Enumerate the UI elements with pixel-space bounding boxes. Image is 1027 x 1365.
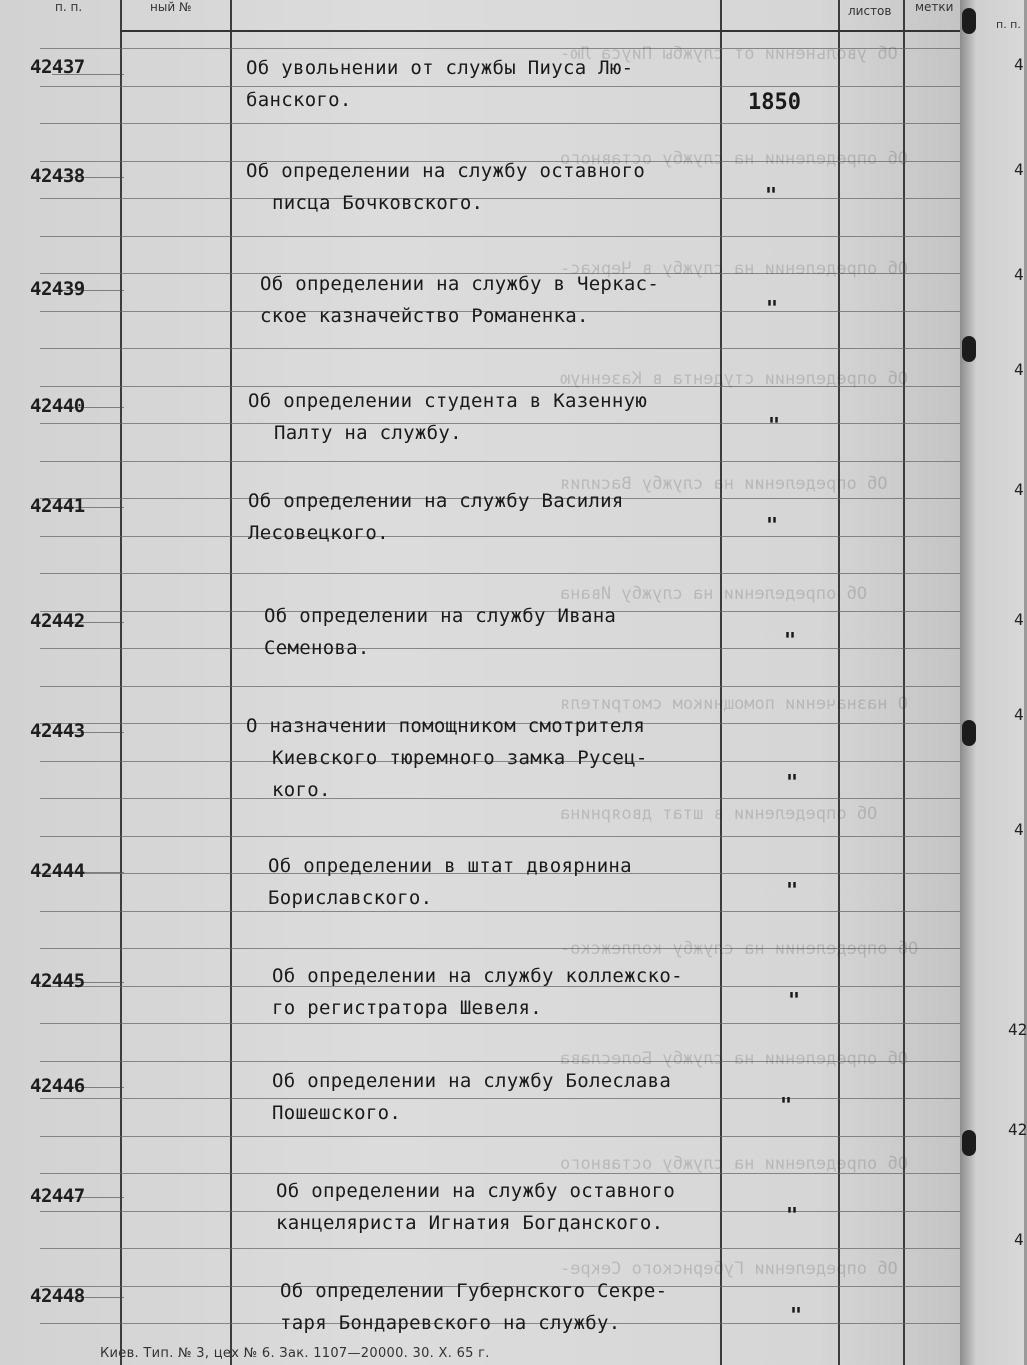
- entry-title-line: Палту на службу.: [274, 422, 462, 444]
- ditto-mark: ": [766, 513, 779, 537]
- ditto-mark: ": [788, 988, 801, 1012]
- entry-number: 42447: [30, 1185, 85, 1207]
- entry-title-line: Об увольнении от службы Пиуса Лю-: [246, 57, 634, 79]
- entry-number: 42443: [30, 720, 85, 742]
- binding-hole: [962, 336, 976, 362]
- ditto-mark: ": [790, 1303, 803, 1327]
- entry-title-line: Об определении в штат двоярнина: [268, 855, 632, 877]
- ghost-text: Об определении на службу Болеслава: [560, 1049, 908, 1069]
- ruled-line: [40, 198, 960, 199]
- entry-title-line: Об определении на службу Василия: [248, 490, 624, 512]
- ditto-mark: ": [786, 1203, 799, 1227]
- ghost-text: Об определении Губернского Секре-: [560, 1259, 898, 1279]
- edge-entry-number: 4: [1014, 705, 1024, 724]
- entry-number: 42445: [30, 970, 85, 992]
- header-archive-label: ный №: [150, 0, 192, 14]
- ditto-mark: ": [780, 1093, 793, 1117]
- edge-entry-number: 4: [1014, 1230, 1024, 1249]
- edge-entry-number: 4: [1014, 265, 1024, 284]
- entry-title-line: Об определении на службу оставного: [246, 160, 646, 182]
- ghost-text: О назначении помощником смотрителя: [560, 694, 908, 714]
- column-divider: [230, 0, 232, 1365]
- ruled-line: [40, 1098, 960, 1099]
- entry-title-line: Бориславского.: [268, 887, 433, 909]
- header-rule: [120, 30, 960, 32]
- header-number-label: п. п.: [55, 0, 83, 14]
- ghost-text: Об определении на службу коллежско-: [560, 939, 919, 959]
- ghost-text: Об определении на службу оставного: [560, 149, 908, 169]
- entry-title-line: Семенова.: [264, 637, 370, 659]
- entry-title-line: таря Бондаревского на службу.: [280, 1312, 621, 1334]
- edge-entry-number: 42: [1008, 1120, 1027, 1139]
- entry-title-line: Об определении на службу Болеслава: [272, 1070, 672, 1092]
- entry-title-line: Об определении на службу Ивана: [264, 605, 617, 627]
- ruled-line: [40, 423, 960, 424]
- ghost-text: Об определении на службу Василия: [560, 474, 888, 494]
- year-value: 1850: [748, 90, 801, 115]
- entry-number: 42446: [30, 1075, 85, 1097]
- entry-number: 42440: [30, 395, 85, 417]
- ghost-text: Об определении студента в Казенную: [560, 369, 908, 389]
- binding-hole: [962, 1130, 976, 1156]
- binding-hole: [962, 720, 976, 746]
- ruled-line: [40, 86, 960, 87]
- entry-number: 42439: [30, 278, 85, 300]
- edge-entry-number: 42: [1008, 1020, 1027, 1039]
- edge-entry-number: 4: [1014, 820, 1024, 839]
- edge-entry-number: 4: [1014, 55, 1024, 74]
- entry-title-line: банского.: [246, 89, 352, 111]
- ruled-line: [40, 348, 960, 349]
- entry-title-line: Киевского тюремного замка Русец-: [272, 747, 648, 769]
- entry-title-line: Об определении студента в Казенную: [248, 390, 648, 412]
- ditto-mark: ": [765, 183, 778, 207]
- edge-entry-number: 4: [1014, 610, 1024, 629]
- entry-number: 42441: [30, 495, 85, 517]
- edge-entry-number: 4: [1014, 480, 1024, 499]
- entry-title-line: Об определении Губернского Секре-: [280, 1280, 668, 1302]
- entry-title-line: писца Бочковского.: [272, 192, 484, 214]
- header-notes-label: метки: [915, 0, 954, 14]
- entry-title-line: Об определении на службу коллежско-: [272, 965, 683, 987]
- header-sheets-label: листов: [848, 4, 892, 18]
- entry-title-line: ское казначейство Романенка.: [260, 305, 589, 327]
- edge-entry-number: 4: [1014, 360, 1024, 379]
- entry-title-line: Лесовецкого.: [248, 522, 389, 544]
- entry-title-line: Об определении на службу в Черкас-: [260, 273, 660, 295]
- entry-number: 42437: [30, 56, 85, 78]
- ruled-line: [40, 836, 960, 837]
- entry-number: 42438: [30, 165, 85, 187]
- binding-hole: [962, 8, 976, 34]
- ruled-line: [40, 1136, 960, 1137]
- entry-title-line: Пошешского.: [272, 1102, 402, 1124]
- printer-imprint: Киев. Тип. № 3, цех № 6. Зак. 1107—20000. 30. X. 65 г.: [100, 1346, 490, 1361]
- ruled-line: [40, 648, 960, 649]
- ghost-text: Об определении на службу Ивана: [560, 584, 868, 604]
- entry-number: 42444: [30, 860, 85, 882]
- ruled-line: [40, 686, 960, 687]
- next-page-edge: [960, 0, 1024, 1365]
- ruled-line: [40, 536, 960, 537]
- ruled-line: [40, 461, 960, 462]
- edge-entry-number: 4: [1014, 160, 1024, 179]
- ruled-line: [40, 1248, 960, 1249]
- ditto-mark: ": [786, 770, 799, 794]
- ruled-line: [40, 573, 960, 574]
- entry-title-line: кого.: [272, 779, 331, 801]
- entry-title-line: О назначении помощником смотрителя: [246, 715, 646, 737]
- ruled-line: [40, 236, 960, 237]
- ghost-text: Об определении на службу в Черкас-: [560, 259, 908, 279]
- ghost-text: Об определении в штат двоярнина: [560, 804, 878, 824]
- entry-title-line: го регистратора Шевеля.: [272, 997, 542, 1019]
- ghost-text: Об определении на службу оставного: [560, 1154, 908, 1174]
- edge-header-label: п. п.: [996, 18, 1021, 31]
- ditto-mark: ": [784, 628, 797, 652]
- entry-title-line: канцеляриста Игнатия Богданского.: [276, 1212, 664, 1234]
- ditto-mark: ": [786, 878, 799, 902]
- ditto-mark: ": [766, 296, 779, 320]
- ruled-line: [40, 123, 960, 124]
- ghost-text: Об увольнении от службы Пиуса Лю-: [560, 44, 898, 64]
- ruled-line: [40, 911, 960, 912]
- column-divider: [120, 0, 122, 1365]
- entry-number: 42442: [30, 610, 85, 632]
- ditto-mark: ": [768, 413, 781, 437]
- entry-number: 42448: [30, 1285, 85, 1307]
- entry-title-line: Об определении на службу оставного: [276, 1180, 676, 1202]
- ruled-line: [40, 798, 960, 799]
